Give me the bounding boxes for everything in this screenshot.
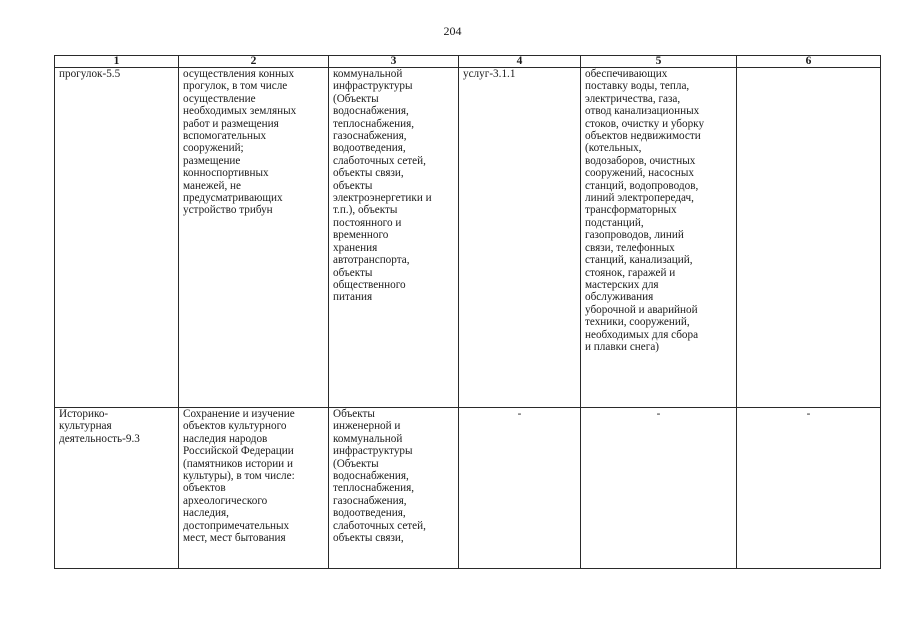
cell-text: Сохранение и изучение объектов культурного наследия народов Российской Федерации (памятников истории и культуры), в том числе: объектов археологического наследия, достопримечательных мест, мест бытования: [183, 408, 295, 545]
cell-text: -: [517, 408, 522, 420]
table-cell: [329, 408, 459, 569]
table-cell: [581, 408, 737, 569]
column-header-1: 1: [55, 56, 179, 68]
table-cell: [581, 68, 737, 408]
table-cell: [737, 408, 881, 569]
column-header-4: 4: [459, 56, 581, 68]
cell-text: -: [806, 408, 811, 420]
table-header-row: [55, 56, 881, 68]
table-row: [55, 68, 881, 408]
land-use-table: [54, 55, 881, 569]
cell-text: Историко- культурная деятельность-9.3: [59, 408, 140, 445]
table-cell: [55, 68, 179, 408]
cell-text: прогулок-5.5: [59, 68, 121, 80]
column-header-3: 3: [329, 56, 459, 68]
cell-text: Объекты инженерной и коммунальной инфраструктуры (Объекты водоснабжения, теплоснабжения, газоснабжения, водоотведения, слаботочных сетей, объекты связи,: [333, 408, 426, 545]
table-row: [55, 408, 881, 569]
cell-text: обеспечивающих поставку воды, тепла, электричества, газа, отвод канализационных стоков, очистку и уборку объектов недвижимости (котельных, водозаборов, очистных сооружений, насосных станций, водопроводов, линий электропередач, трансформаторных подстанций, газопроводов, линий связи, телефонных станций, канализаций, стоянок, гаражей и мастерских для обслуживания уборочной и аварийной техники, сооружений, необходимых для сбора и плавки снега): [585, 68, 705, 353]
table-cell: [459, 408, 581, 569]
column-header-5: 5: [581, 56, 737, 68]
table-cell: [329, 68, 459, 408]
cell-text: коммунальной инфраструктуры (Объекты водоснабжения, теплоснабжения, газоснабжения, водоотведения, слаботочных сетей, объекты связи, объекты электроэнергетики и т.п.), объекты постоянного и временного хранения автотранспорта, объекты общественного питания: [333, 68, 432, 304]
table-cell: [55, 408, 179, 569]
table-cell: [737, 68, 881, 408]
cell-text: осуществления конных прогулок, в том числе осуществление необходимых земляных работ и размещения вспомогательных сооружений; размещение конноспортивных манежей, не предусматривающих устройство трибун: [183, 68, 297, 217]
cell-text: -: [656, 408, 661, 420]
page-number: 204: [443, 24, 462, 38]
column-header-6: 6: [737, 56, 881, 68]
table-cell: [179, 408, 329, 569]
table-cell: [459, 68, 581, 408]
column-header-2: 2: [179, 56, 329, 68]
table-cell: [179, 68, 329, 408]
cell-text: услуг-3.1.1: [463, 68, 516, 80]
